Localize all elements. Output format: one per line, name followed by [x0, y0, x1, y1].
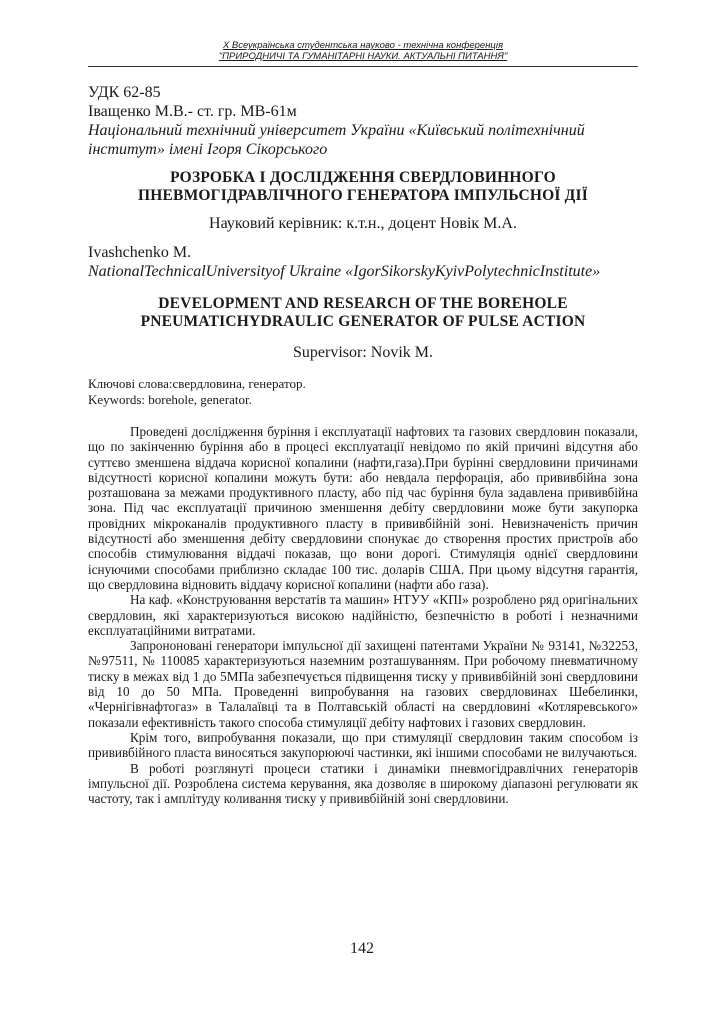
udc-code: УДК 62-85 — [88, 84, 161, 101]
keywords-ua: Ключові слова:свердловина, генератор. — [88, 376, 306, 391]
ua-meta — [88, 83, 638, 159]
conference-line-2: "ПРИРОДНИЧІ ТА ГУМАНІТАРНІ НАУКИ. АКТУАЛЬНІ ПИТАННЯ" — [218, 51, 508, 62]
ua-title-line-2: ПНЕВМОГІДРАВЛІЧНОГО ГЕНЕРАТОРА ІМПУЛЬСНОЇ ДІЇ — [138, 187, 588, 204]
keywords-en: Keywords: borehole, generator. — [88, 392, 252, 407]
ua-title-line-1: РОЗРОБКА І ДОСЛІДЖЕННЯ СВЕРДЛОВИННОГО — [170, 169, 556, 186]
conference-header — [88, 40, 638, 62]
paragraph-2: На каф. «Конструювання верстатів та машин» НТУУ «КПІ» розроблено ряд оригінальних свердловин, які характеризуються високою надійністю, безпечністю в роботі і незначними експлуатаційними витратами. — [88, 592, 638, 638]
ua-title — [88, 169, 638, 205]
page-number: 142 — [350, 940, 374, 957]
keywords-block — [88, 376, 638, 408]
conference-line-1: X Всеукраїнська студентська науково - технічна конференція — [222, 40, 504, 51]
paragraph-5: В роботі розглянуті процеси статики і динаміки пневмогідравлічних генераторів імпульсної дії. Розроблена система керування, яка дозволяє в широкому діапазоні регулювати як частоту, так і амплітуду коливання тиску у прививбійній зоні свердловини. — [88, 760, 638, 807]
body-text — [88, 424, 638, 806]
en-author: Ivashchenko M. — [88, 244, 192, 261]
paragraph-3: Запрононовані генератори імпульсної дії захищені патентами України № 93141, №32253, №97511, № 110085 характеризуються наземним розташуванням. При робочому пневматичному тиску в межах від 1 до 5МПа забезпечується підвищення тиску у прививбійній зоні свердловини від 10 до 50 МПа. Проведенні випробування на газових свердловинах Шебелинки, «Чернігівнафтогаз» в Талалаївці та в Полтавській області на свердловині «Котляревського» показали ефективність такого способа стимуляції дебіту нафтових і газових свердловин. — [88, 638, 638, 730]
en-affiliation: NationalTechnicalUniversityof Ukraine «IgorSikorskyKyivPolytechnicInstitute» — [88, 263, 601, 280]
en-title-line-1: DEVELOPMENT AND RESEARCH OF THE BOREHOLE — [158, 295, 568, 312]
en-title-line-2: PNEUMATICHYDRAULIC GENERATOR OF PULSE ACTION — [140, 313, 586, 330]
paragraph-4: Крім того, випробування показали, що при стимуляції свердловин таким способом із прививбійного пласта виносяться закупорюючі частинки, які іншими способами не вилучаються. — [88, 729, 638, 761]
en-supervisor: Supervisor: Novik M. — [293, 344, 433, 361]
ua-affiliation-line-2: інститут» імені Ігоря Сікорського — [88, 141, 328, 158]
ua-affiliation-line-1: Національний технічний університет України «Київський політехнічний — [88, 122, 585, 139]
ua-author: Іващенко М.В.- ст. гр. МВ-61м — [88, 103, 297, 120]
en-meta — [88, 243, 638, 281]
paragraph-1: Проведені дослідження буріння і експлуатації нафтових та газових свердловин показали, що по закінченню буріння або в процесі експлуатації невідомо по якій причині відсутня або суттєво зменшена віддача корисної копалини (нафти,газа).При бурінні свердловини причинами відсутності корисної копалини можуть бути: або невдала перфорація, або прививбійна зона розташована за межами продуктивного пласту, або під час буріння була задавлена прививбійна зона. Під час експлуатації причиною зменшення дебіту свердловини може бути закупорка провідних мікроканалів продуктивного пласту в прививбійній зоні. Невизначеність причин відсутності або зменшення дебіту свердловини спонукає до створення простих пристроїв або способів стимулювання віддачі показав, що вони дорогі. Стимуляція однієї свердловини існуючими способами приблизно складає 100 тис. доларів США. При цьому відсутня гарантія, що свердловина відновить віддачу корисної копалини (нафти або газа). — [88, 424, 638, 592]
ua-supervisor: Науковий керівник: к.т.н., доцент Новік М.А. — [209, 215, 517, 232]
header-rule — [88, 66, 638, 67]
paper-page — [88, 40, 638, 806]
en-title — [88, 295, 638, 331]
